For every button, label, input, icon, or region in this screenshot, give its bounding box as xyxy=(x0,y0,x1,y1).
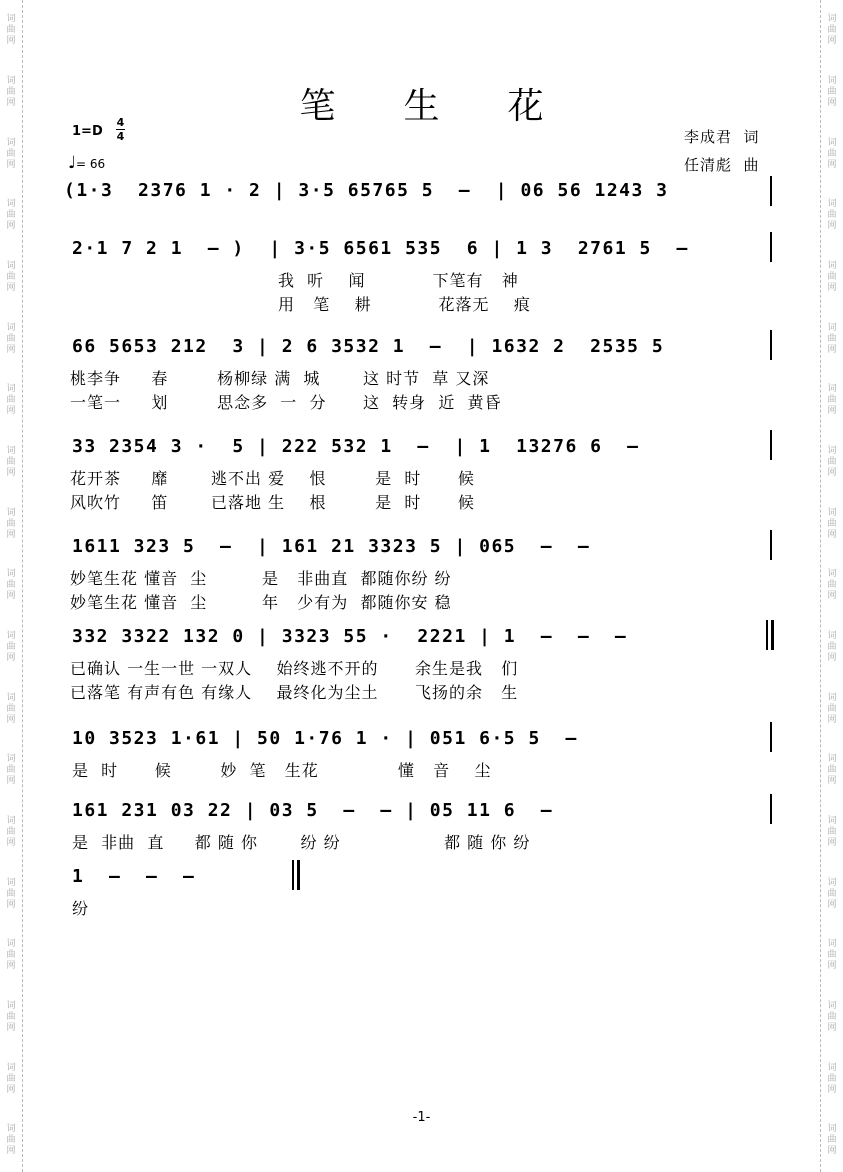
lyric-line: 纷 xyxy=(72,899,90,918)
watermark: 词曲网 xyxy=(6,384,16,417)
lyric-line: 是 时 候 妙 笔 生花 懂 音 尘 xyxy=(72,761,492,780)
lyric-line: 妙笔生花 懂音 尘 是 非曲直 都随你纷 纷 xyxy=(70,569,452,588)
lyric-line: 已确认 一生一世 一双人 始终逃不开的 余生是我 们 xyxy=(70,659,519,678)
lyric-line: 是 非曲 直 都 随 你 纷 纷 都 随 你 纷 xyxy=(72,833,531,852)
watermark: 词曲网 xyxy=(6,507,16,540)
quarter-note-icon: ♩ xyxy=(68,153,77,173)
watermark: 词曲网 xyxy=(6,1001,16,1034)
repeat-barline xyxy=(766,620,768,650)
meter-numerator: 4 xyxy=(116,116,125,129)
watermark: 词曲网 xyxy=(6,939,16,972)
lyricist-credit: 李成君 词 xyxy=(684,128,760,146)
watermark: 词曲网 xyxy=(6,199,16,232)
watermark: 词曲网 xyxy=(827,261,837,294)
meter-denominator: 4 xyxy=(116,130,125,143)
notation-row: 66 5653 212 3 | 2 6 3532 1 – | 1632 2 2535 5 xyxy=(72,336,665,357)
watermark: 词曲网 xyxy=(6,877,16,910)
watermark: 词曲网 xyxy=(6,261,16,294)
lyric-line: 妙笔生花 懂音 尘 年 少有为 都随你安 稳 xyxy=(70,593,452,612)
notation-row: 1 – – – xyxy=(72,866,196,887)
watermark: 词曲网 xyxy=(827,76,837,108)
watermark: 词曲网 xyxy=(6,692,16,725)
watermark: 词曲网 xyxy=(827,569,837,602)
barline xyxy=(770,794,772,824)
notation-row: 1611 323 5 – | 161 21 3323 5 | 065 – – xyxy=(72,536,591,557)
watermark: 词曲网 xyxy=(6,816,16,849)
watermark: 词曲网 xyxy=(827,199,837,232)
key-signature: 1=D xyxy=(72,124,103,139)
watermark: 词曲网 xyxy=(827,137,837,170)
notation-row: (1·3 2376 1 · 2 | 3·5 65765 5 – | 06 56 1243 3 xyxy=(64,180,669,201)
watermark: 词曲网 xyxy=(6,76,16,108)
watermark: 词曲网 xyxy=(827,631,837,664)
watermark: 词曲网 xyxy=(6,14,16,47)
watermark: 词曲网 xyxy=(827,446,837,479)
barline xyxy=(770,722,772,752)
watermark: 词曲网 xyxy=(827,692,837,725)
lyric-line: 用 笔 耕 花落无 痕 xyxy=(278,295,531,314)
watermark: 词曲网 xyxy=(827,14,837,47)
barline xyxy=(770,232,772,262)
notation-row: 10 3523 1·61 | 50 1·76 1 · | 051 6·5 5 – xyxy=(72,728,578,749)
watermark: 词曲网 xyxy=(6,631,16,664)
final-barline-thick xyxy=(297,860,300,890)
song-title: 笔生花 xyxy=(299,86,612,127)
watermark: 词曲网 xyxy=(6,137,16,170)
left-watermark-column xyxy=(0,0,23,1172)
lyric-line: 风吹竹 笛 已落地 生 根 是 时 候 xyxy=(70,493,475,512)
lyric-line: 花开茶 靡 逃不出 爱 恨 是 时 候 xyxy=(70,469,475,488)
watermark: 词曲网 xyxy=(827,322,837,355)
watermark: 词曲网 xyxy=(827,1062,837,1095)
watermark: 词曲网 xyxy=(6,1062,16,1095)
watermark: 词曲网 xyxy=(6,446,16,479)
notation-row: 161 231 03 22 | 03 5 – – | 05 11 6 – xyxy=(72,800,554,821)
notation-row: 2·1 7 2 1 – ) | 3·5 6561 535 6 | 1 3 2761 5 – xyxy=(72,238,689,259)
repeat-barline-thick xyxy=(771,620,774,650)
lyric-line: 我 听 闻 下笔有 神 xyxy=(278,271,519,290)
lyric-line: 已落笔 有声有色 有缘人 最终化为尘土 飞扬的余 生 xyxy=(70,683,519,702)
time-signature xyxy=(116,116,125,143)
watermark: 词曲网 xyxy=(6,754,16,787)
watermark: 词曲网 xyxy=(827,507,837,540)
tempo-value: = 66 xyxy=(76,157,106,171)
watermark: 词曲网 xyxy=(827,1001,837,1034)
barline xyxy=(770,430,772,460)
watermark: 词曲网 xyxy=(6,322,16,355)
watermark: 词曲网 xyxy=(6,569,16,602)
barline xyxy=(770,530,772,560)
barline xyxy=(770,330,772,360)
lyric-line: 桃李争 春 杨柳绿 满 城 这 时节 草 又深 xyxy=(70,369,490,388)
watermark: 词曲网 xyxy=(827,816,837,849)
composer-credit: 任清彪 曲 xyxy=(684,156,760,174)
page-number: -1- xyxy=(412,1110,431,1125)
watermark: 词曲网 xyxy=(827,754,837,787)
barline xyxy=(770,176,772,206)
notation-row: 33 2354 3 · 5 | 222 532 1 – | 1 13276 6 – xyxy=(72,436,640,457)
lyric-line: 一笔一 划 思念多 一 分 这 转身 近 黄昏 xyxy=(70,393,502,412)
watermark: 词曲网 xyxy=(827,1124,837,1157)
watermark: 词曲网 xyxy=(827,384,837,417)
tempo-marking xyxy=(68,153,105,173)
right-watermark-column xyxy=(820,0,843,1172)
final-barline xyxy=(292,860,294,890)
notation-row: 332 3322 132 0 | 3323 55 · 2221 | 1 – – – xyxy=(72,626,628,647)
watermark: 词曲网 xyxy=(827,877,837,910)
watermark: 词曲网 xyxy=(6,1124,16,1157)
watermark: 词曲网 xyxy=(827,939,837,972)
